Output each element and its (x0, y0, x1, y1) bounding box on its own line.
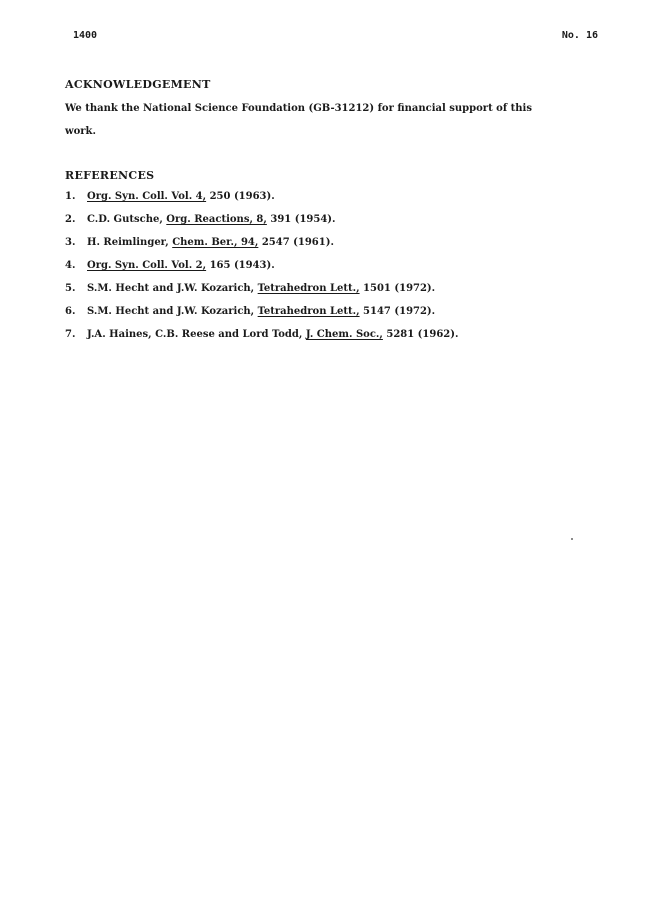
reference-journal: Org. Syn. Coll. Vol. 4, (87, 191, 207, 202)
acknowledgement-text-line: We thank the National Science Foundation (GB-31212) for financial support of this (65, 103, 532, 114)
reference-item (65, 260, 458, 283)
reference-item (65, 329, 458, 352)
reference-authors: S.M. Hecht and J.W. Kozarich, (87, 306, 258, 317)
reference-item (65, 214, 458, 237)
reference-details: 1501 (1972). (359, 283, 436, 294)
reference-authors: S.M. Hecht and J.W. Kozarich, (87, 283, 258, 294)
reference-details: 5281 (1962). (382, 329, 459, 340)
reference-details: 391 (1954). (266, 214, 336, 225)
reference-details: 250 (1963). (206, 191, 275, 202)
page-number: 1400 (73, 30, 98, 41)
reference-journal: Org. Syn. Coll. Vol. 2, (87, 260, 207, 271)
reference-details: 5147 (1972). (359, 306, 436, 317)
reference-number: 6. (65, 306, 76, 317)
scan-speck (571, 538, 573, 540)
reference-details: 2547 (1961). (258, 237, 334, 248)
reference-authors: C.D. Gutsche, (87, 214, 167, 225)
reference-item (65, 306, 458, 329)
reference-number: 1. (65, 191, 76, 202)
references-heading: REFERENCES (65, 169, 155, 182)
reference-journal: J. Chem. Soc., (305, 329, 383, 340)
reference-list (65, 191, 458, 352)
reference-number: 5. (65, 283, 76, 294)
reference-number: 4. (65, 260, 76, 271)
reference-authors: J.A. Haines, C.B. Reese and Lord Todd, (87, 329, 306, 340)
reference-number: 7. (65, 329, 76, 340)
reference-item (65, 283, 458, 306)
acknowledgement-text-line: work. (65, 126, 96, 137)
reference-item (65, 191, 458, 214)
reference-number: 3. (65, 237, 76, 248)
reference-journal: Tetrahedron Lett., (257, 283, 360, 294)
reference-item (65, 237, 458, 260)
reference-authors: H. Reimlinger, (87, 237, 173, 248)
reference-journal: Org. Reactions, 8, (166, 214, 267, 225)
reference-journal: Chem. Ber., 94, (172, 237, 259, 248)
issue-number: No. 16 (561, 30, 598, 41)
reference-journal: Tetrahedron Lett., (257, 306, 360, 317)
reference-number: 2. (65, 214, 76, 225)
reference-details: 165 (1943). (206, 260, 275, 271)
acknowledgement-heading: ACKNOWLEDGEMENT (65, 78, 211, 91)
